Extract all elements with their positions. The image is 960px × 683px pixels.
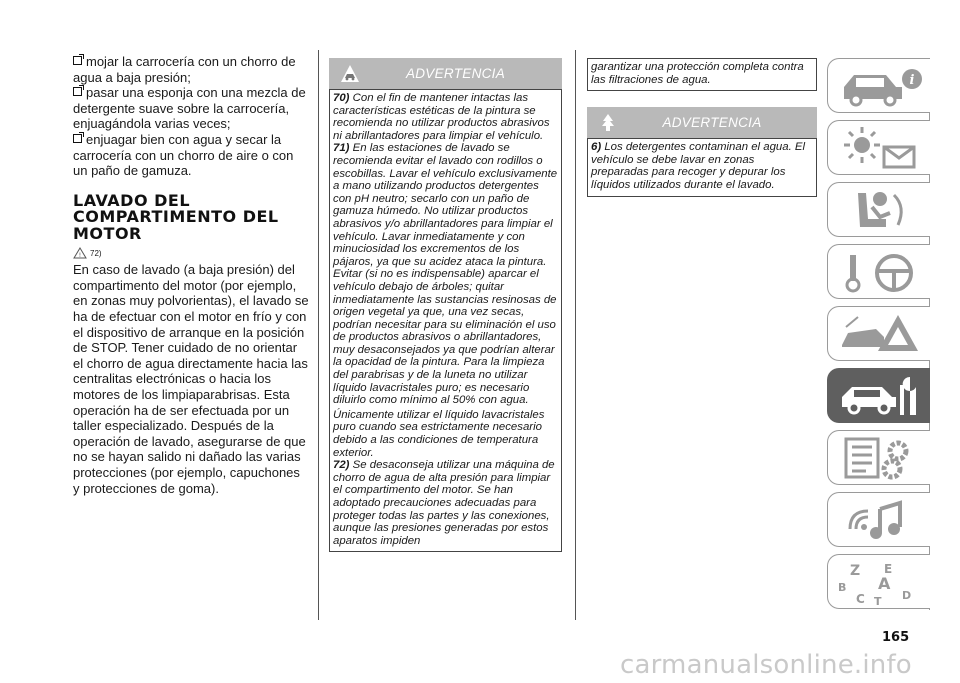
tab-index[interactable]: [827, 554, 930, 609]
checkbox-bullet-icon: [73, 56, 82, 65]
middle-column: [329, 58, 562, 552]
tab-safety[interactable]: [827, 182, 930, 237]
section-heading: LAVADO DEL COMPARTIMENTO DEL MOTOR: [73, 190, 279, 243]
svg-text:!: !: [78, 252, 82, 260]
warning-item: 70) Con el fin de mantener intactas las características estéticas de la pintura se recomienda no utilizar productos abrasivos ni abrillantadores para limpiar el vehículo.: [333, 92, 550, 142]
warning-header: [329, 58, 562, 89]
emergency-triangle-icon: [836, 311, 926, 357]
warning-triangle-icon: [73, 247, 87, 259]
checkbox-bullet-icon: [73, 134, 82, 143]
multimedia-icon: [836, 497, 926, 543]
index-letter: E: [884, 562, 893, 576]
index-letter: C: [856, 592, 865, 605]
warning-item: 71) En las estaciones de lavado se recomienda evitar el lavado con rodillos o escobillas. Lavar el vehículo exclusivamente a mano utilizando productos detergentes con pH neutro; secarlo con un paño de gamuza húmedo. No utilizar productos abrasivos y/o abrillantadores para limpiar el vehículo. Lavar inmediatamente y con minuciosidad los excrementos de los pájaros, ya que su acidez ataca la pintura. Evitar (si no es indispensable) aparcar el vehículo debajo de árboles; quitar inmediatamente las sustancias resinosas de origen vegetal ya que, una vez secas, podrían necesitar para su eliminación el uso de productos abrasivos o abrillantadores, muy desaconsejados ya que podrían alterar la opacidad de la pintura. Para la limpieza del parabrisas y de la luneta no utilizar líquido lavacristales puro; es necesario diluirlo como mínimo al 50% con agua.: [333, 142, 558, 407]
tab-car-info[interactable]: [827, 58, 930, 113]
index-letter: B: [838, 581, 847, 594]
warning-item: 6) Los detergentes contaminan el agua. El vehículo se debe lavar en zonas preparadas para recoger y depurar los líquidos utilizados durante el lavado.: [591, 141, 806, 191]
seat-airbag-icon: [836, 187, 926, 233]
left-column: [73, 54, 310, 496]
index-letters-icon: [836, 559, 926, 605]
tab-maintenance[interactable]: [827, 368, 930, 423]
right-column: [587, 58, 817, 197]
continuation-box: garantizar una protección completa contra las filtraciones de agua.: [587, 58, 817, 91]
index-letter: Z: [850, 563, 861, 579]
watermark-text: carmanualsonline.info: [620, 650, 912, 680]
warning-item: 72) Se desaconseja utilizar una máquina de chorro de agua de alta presión para limpiar el compartimento del motor. Se han adoptado precauciones adecuadas para proteger todas las partes y las conexiones, aunque las presiones generadas por estos aparatos impiden: [333, 459, 555, 547]
technical-data-icon: [836, 435, 926, 481]
page-number: 165: [882, 630, 910, 645]
svg-text:i: i: [909, 73, 915, 88]
car-wrench-icon: [836, 373, 926, 419]
bullet-item: pasar una esponja con una mezcla de detergente suave sobre la carrocería, enjuagándola varias veces;: [73, 85, 306, 132]
tree-environment-icon: [597, 112, 619, 134]
tab-warning-lights[interactable]: [827, 120, 930, 175]
tab-starting-driving[interactable]: [827, 244, 930, 299]
car-warning-icon: [339, 63, 361, 85]
bullet-item: enjuagar bien con agua y secar la carrocería con un chorro de aire o con un paño de gamuza.: [73, 131, 294, 179]
warning-header: [587, 107, 817, 138]
column-divider: [318, 50, 319, 620]
warning-reference: ! 72): [73, 246, 310, 260]
warning-item: Únicamente utilizar el líquido lavacristales puro cuando sea estrictamente necesario debido a las condiciones de temperatura exterior.: [333, 408, 545, 459]
column-divider: [575, 50, 576, 620]
warning-box: [587, 138, 817, 196]
tab-multimedia[interactable]: [827, 492, 930, 547]
index-letter: T: [874, 595, 882, 605]
checkbox-bullet-icon: [73, 87, 82, 96]
body-paragraph: En caso de lavado (a baja presión) del compartimento del motor (por ejemplo, en zonas muy polvorientas), el lavado se ha de efectuar con el motor en frío y con el dispositivo de arranque en la posición de STOP. Tener cuidado de no orientar el chorro de agua directamente hacia las centralitas electrónicas o hacia los motores de los limpiaparabrisas. Esta operación ha de ser efectuada por un taller especializado. Después de la operación de lavado, asegurarse de que no se hayan salido ni dañado las varias protecciones (por ejemplo, capuchones y protecciones de goma).: [73, 262, 309, 496]
index-letter: A: [878, 574, 891, 593]
bullet-item: mojar la carrocería con un chorro de agua a baja presión;: [73, 54, 296, 85]
tab-technical-data[interactable]: [827, 430, 930, 485]
warning-box: [329, 89, 562, 552]
warning-title: ADVERTENCIA: [405, 66, 506, 81]
steering-key-icon: [836, 249, 926, 295]
tab-emergency[interactable]: [827, 306, 930, 361]
car-info-icon: [836, 63, 926, 109]
index-letter: D: [902, 589, 912, 602]
warning-lights-message-icon: [836, 125, 926, 171]
warning-title: ADVERTENCIA: [662, 115, 762, 131]
